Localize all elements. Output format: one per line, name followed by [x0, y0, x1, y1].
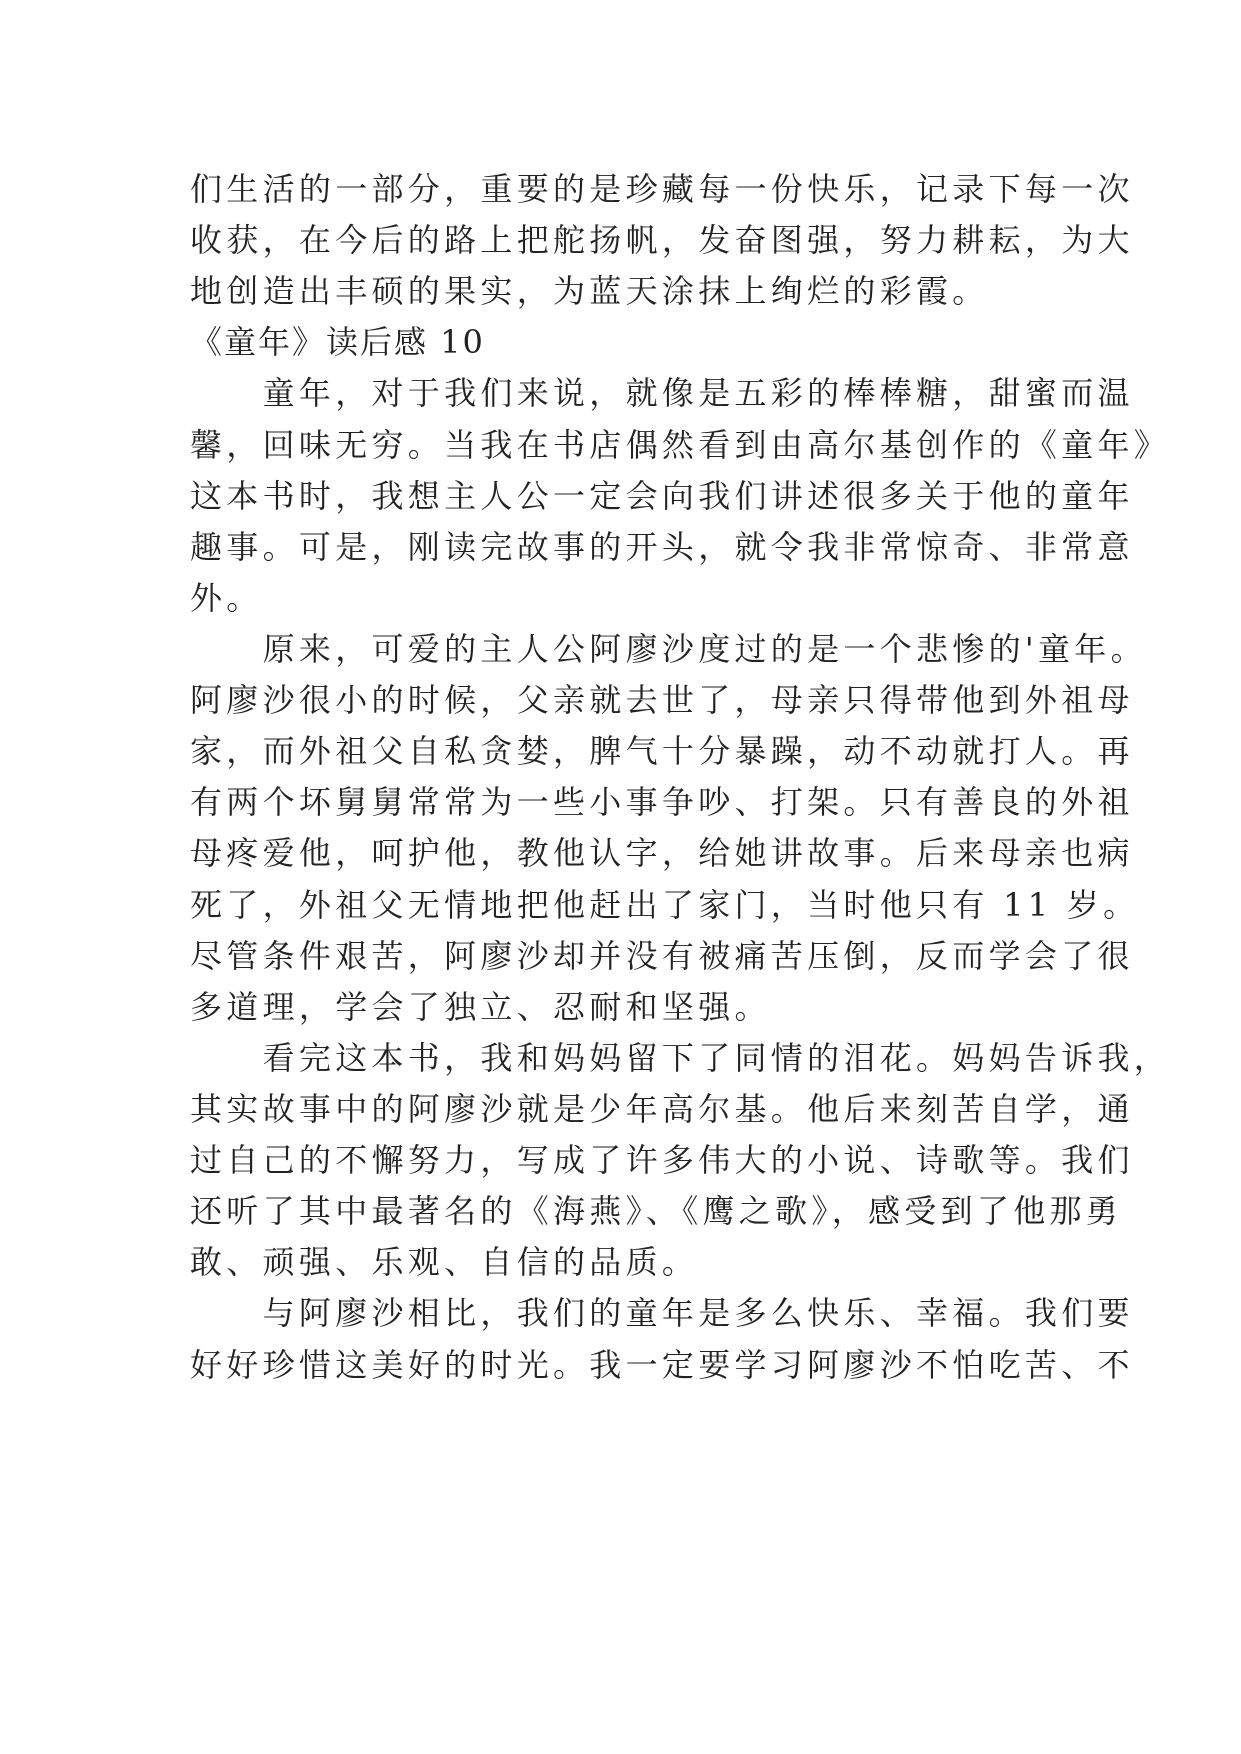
text-line: 收获，在今后的路上把舵扬帆，发奋图强，努力耕耘，为大 [190, 221, 1134, 259]
section-heading: 《童年》读后感 10 [190, 323, 485, 361]
text-line: 死了，外祖父无情地把他赶出了家门，当时他只有 11 岁。 [190, 886, 1140, 924]
text-line: 敢、顽强、乐观、自信的品质。 [190, 1243, 699, 1281]
text-line: 童年，对于我们来说，就像是五彩的棒棒糖，甜蜜而温 [190, 374, 1134, 412]
text-line: 看完这本书，我和妈妈留下了同情的泪花。妈妈告诉我， [190, 1039, 1171, 1077]
text-line: 多道理，学会了独立、忍耐和坚强。 [190, 988, 771, 1026]
text-line: 外。 [190, 579, 263, 617]
text-line: 地创造出丰硕的果实，为蓝天涂抹上绚烂的彩霞。 [190, 272, 989, 310]
text-line: 还听了其中最著名的《海燕》、《鹰之歌》，感受到了他那勇 [190, 1192, 1123, 1230]
text-line: 这本书时，我想主人公一定会向我们讲述很多关于他的童年 [190, 477, 1134, 515]
text-line: 其实故事中的阿廖沙就是少年高尔基。他后来刻苦自学，通 [190, 1090, 1134, 1128]
text-line: 母疼爱他，呵护他，教他认字，给她讲故事。后来母亲也病 [190, 834, 1134, 872]
text-line: 过自己的不懈努力，写成了许多伟大的小说、诗歌等。我们 [190, 1141, 1134, 1179]
text-line: 好好珍惜这美好的时光。我一定要学习阿廖沙不怕吃苦、不 [190, 1346, 1134, 1384]
text-line: 阿廖沙很小的时候，父亲就去世了，母亲只得带他到外祖母 [190, 681, 1134, 719]
text-line: 们生活的一部分，重要的是珍藏每一份快乐，记录下每一次 [190, 170, 1134, 208]
text-line: 馨，回味无穷。当我在书店偶然看到由高尔基创作的《童年》 [190, 426, 1171, 464]
text-line: 趣事。可是，刚读完故事的开头，就令我非常惊奇、非常意 [190, 528, 1134, 566]
text-line: 原来，可爱的主人公阿廖沙度过的是一个悲惨的'童年。 [190, 630, 1147, 668]
text-line: 尽管条件艰苦，阿廖沙却并没有被痛苦压倒，反而学会了很 [190, 937, 1134, 975]
text-line: 与阿廖沙相比，我们的童年是多么快乐、幸福。我们要 [190, 1294, 1134, 1332]
text-line: 有两个坏舅舅常常为一些小事争吵、打架。只有善良的外祖 [190, 783, 1134, 821]
text-line: 家，而外祖父自私贪婪，脾气十分暴躁，动不动就打人。再 [190, 732, 1134, 770]
